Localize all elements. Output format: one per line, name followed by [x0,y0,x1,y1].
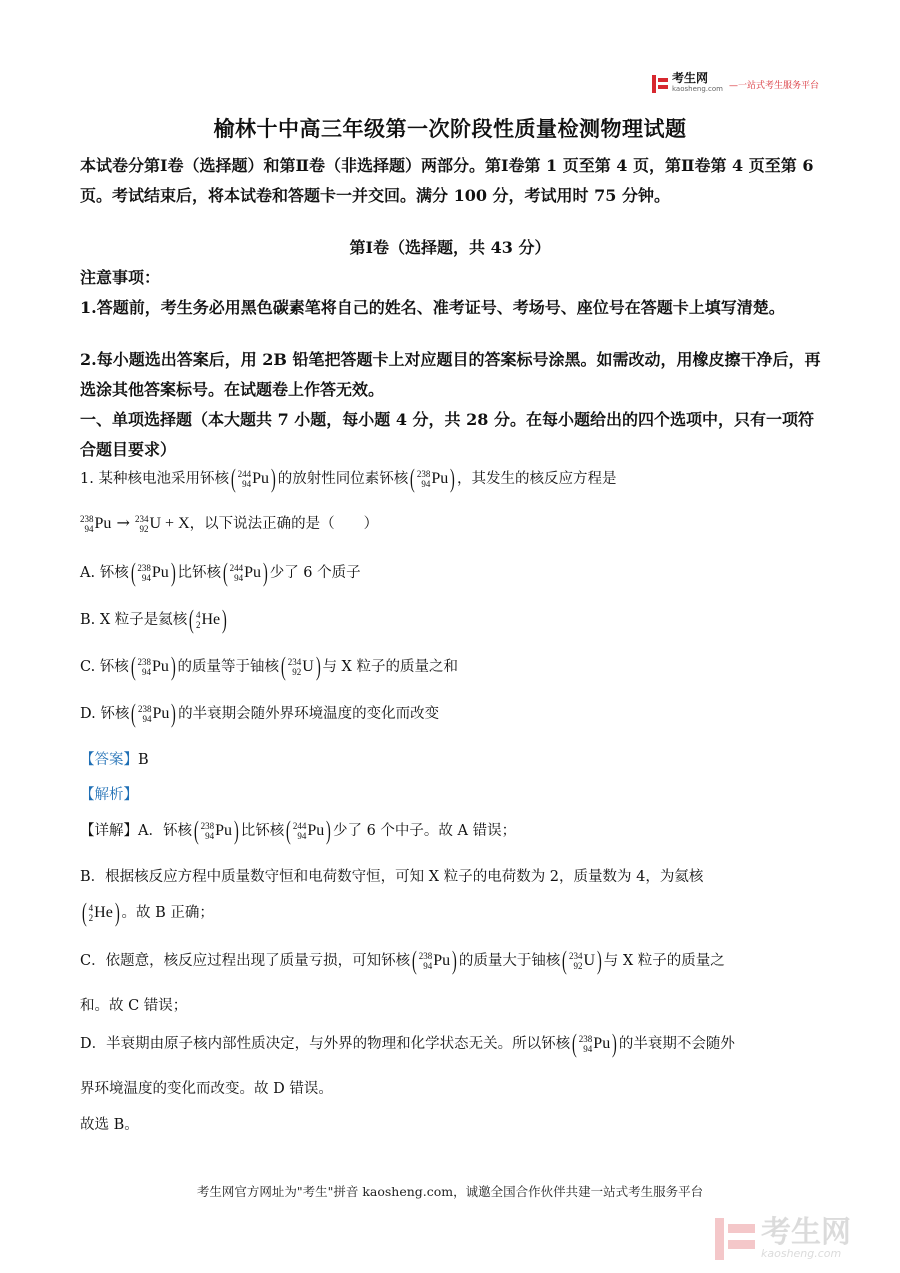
nuclide-pu244: ( 244 94 Pu ) [230,464,276,493]
notes-item-1: 1.答题前，考生务必用黑色碳素笔将自己的姓名、准考证号、考场号、座位号在答题卡上填写清楚。 [80,298,785,317]
logo-text [672,73,723,95]
explanation-d-line2: 界环境温度的变化而改变。故 D 错误。 [80,1081,333,1097]
option-d[interactable]: D. 钚核 ( 238 94 Pu ) 的半衰期会随外界环境温度的变化而改变 [80,699,440,728]
explanation-a: 【详解】A．钚核 ( 238 94 Pu ) 比钚核 ( 244 94 Pu ) 少了 6 个中子。故 A 错误； [80,816,517,845]
section-heading: 第Ⅰ卷（选择题，共 43 分） [349,238,551,257]
answer-label: 【答案】 [80,752,138,768]
question-stem: 1. 某种核电池采用钚核 ( 244 94 Pu ) 的放射性同位素钚核 ( 238 94 Pu ) ，其发生的核反应方程是 [80,464,617,493]
answer-line [80,748,824,769]
conclusion: 故选 B。 [80,1117,139,1133]
watermark [715,1215,851,1260]
page-title: 榆林十中高三年级第一次阶段性质量检测物理试题 [213,116,687,141]
option-a[interactable]: A. 钚核 ( 238 94 Pu ) 比钚核 ( 244 94 Pu ) 少了 6 个质子 [80,558,361,587]
footer-text: 考生网官方网址为"考生"拼音 kaosheng.com，诚邀全国合作伙伴共建一站式考生服务平台 [196,1184,704,1199]
part1-heading: 一、单项选择题（本大题共 7 小题，每小题 4 分，共 28 分。在每小题给出的四个选项中，只有一项符合题目要求） [80,410,814,459]
watermark-logo-icon [715,1218,755,1260]
nuclide-pu238: ( 238 94 Pu ) [410,464,456,493]
logo-domain: kaosheng.com [672,85,723,93]
analysis-label: 【解析】 [80,787,138,803]
explanation-c-line1: C．依题意，核反应过程出现了质量亏损，可知钚核 ( 238 94 Pu ) 的质量大于铀核 ( 234 92 U ) 与 X 粒子的质量之 [80,946,725,975]
kaosheng-logo-icon [652,75,668,93]
answer-value: B [138,752,149,768]
option-c[interactable]: C. 钚核 ( 238 94 Pu ) 的质量等于铀核 ( 234 92 U ) 与 X 粒子的质量之和 [80,652,458,681]
watermark-name: 考生网 [761,1215,851,1250]
option-b[interactable]: B. X 粒子是氦核 ( 4 2 He ) [80,605,227,634]
explanation-d-line1: D．半衰期由原子核内部性质决定，与外界的物理和化学状态无关。所以钚核 ( 238 94 Pu ) 的半衰期不会随外 [80,1029,735,1058]
logo-slogan: —一站式考生服务平台 [728,80,819,91]
watermark-domain: kaosheng.com [761,1247,842,1260]
reaction-equation: 238 94 Pu → 234 92 U + X，以下说法正确的是（ ） [80,513,379,534]
explanation-b-line1: B．根据核反应方程中质量数守恒和电荷数守恒，可知 X 粒子的电荷数为 2，质量数为 4，为氦核 [80,869,704,885]
notes-heading: 注意事项： [80,268,161,287]
explanation-b-line2: ( 4 2 He ) 。故 B 正确； [81,898,214,927]
notes-item-2: 2.每小题选出答案后，用 2B 铅笔把答题卡上对应题目的答案标号涂黑。如需改动，用橡皮擦干净后，再选涂其他答案标号。在试题卷上作答无效。 [80,350,821,399]
kaosheng-logo[interactable] [652,73,819,95]
explanation-c-line2: 和。故 C 错误； [80,998,188,1014]
intro-paragraph: 本试卷分第Ⅰ卷（选择题）和第Ⅱ卷（非选择题）两部分。第Ⅰ卷第 1 页至第 4 页，第Ⅱ卷第 4 页至第 6 页。考试结束后，将本试卷和答题卡一并交回。满分 100 分，考试用时 75 分钟。 [80,156,814,205]
logo-name: 考生网 [672,71,709,85]
